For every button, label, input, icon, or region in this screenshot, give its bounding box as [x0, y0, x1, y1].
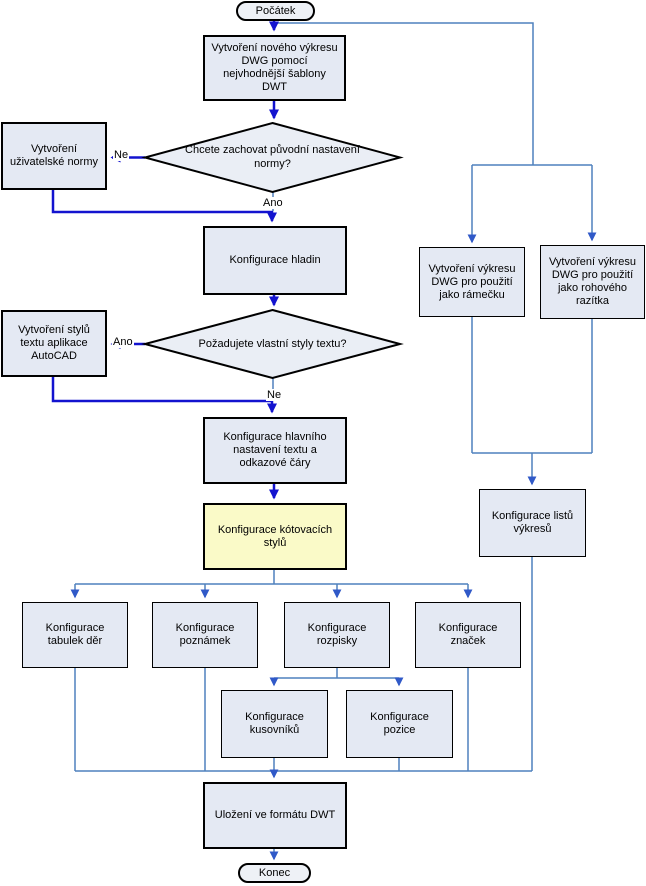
- process-config-bom: Konfigurace kusovníků: [221, 690, 328, 758]
- edge-label-norm-no: Ne: [114, 149, 129, 161]
- process-config-notes: Konfigurace poznámek: [152, 602, 258, 668]
- edge-label-norm-yes: Ano: [263, 197, 283, 209]
- process-save-dwt: Uložení ve formátu DWT: [203, 782, 347, 849]
- process-config-balloons: Konfigurace pozice: [346, 690, 453, 758]
- decision-own-text-styles-shape: [145, 310, 400, 378]
- process-config-hole-tables: Konfigurace tabulek děr: [22, 602, 128, 668]
- process-create-text-styles: Vytvoření stylů textu aplikace AutoCAD: [1, 310, 107, 377]
- process-config-symbols: Konfigurace značek: [415, 602, 521, 668]
- decision-keep-norm-shape: [145, 123, 400, 192]
- edge-label-styles-yes: Ano: [113, 336, 133, 348]
- start-terminator: Počátek: [236, 1, 315, 21]
- process-config-parts-list: Konfigurace rozpisky: [284, 602, 390, 668]
- process-create-user-norm: Vytvoření uživatelské normy: [1, 122, 107, 190]
- process-config-layers: Konfigurace hladin: [203, 226, 347, 295]
- process-config-sheets: Konfigurace listů výkresů: [479, 489, 586, 557]
- process-config-dim-styles: Konfigurace kótovacích stylů: [203, 503, 347, 570]
- decision-keep-norm-label: Chcete zachovat původní nastavení normy?: [185, 144, 360, 170]
- edge-textstyles-to-maintext: [53, 377, 272, 412]
- edge-usernorm-to-layers: [53, 190, 272, 221]
- decision-own-text-styles-label: Požadujete vlastní styly textu?: [198, 338, 347, 350]
- process-create-title-block-drawing: Vytvoření výkresu DWG pro použití jako rohového razítka: [540, 245, 645, 319]
- process-config-main-text: Konfigurace hlavního nastavení textu a odkazové čáry: [203, 417, 347, 484]
- end-terminator: Konec: [238, 863, 311, 883]
- edge-label-styles-no: Ne: [267, 389, 282, 401]
- process-create-frame-drawing: Vytvoření výkresu DWG pro použití jako rámečku: [419, 247, 525, 317]
- process-create-drawing: Vytvoření nového výkresu DWG pomocí nejvhodnější šablony DWT: [203, 35, 346, 101]
